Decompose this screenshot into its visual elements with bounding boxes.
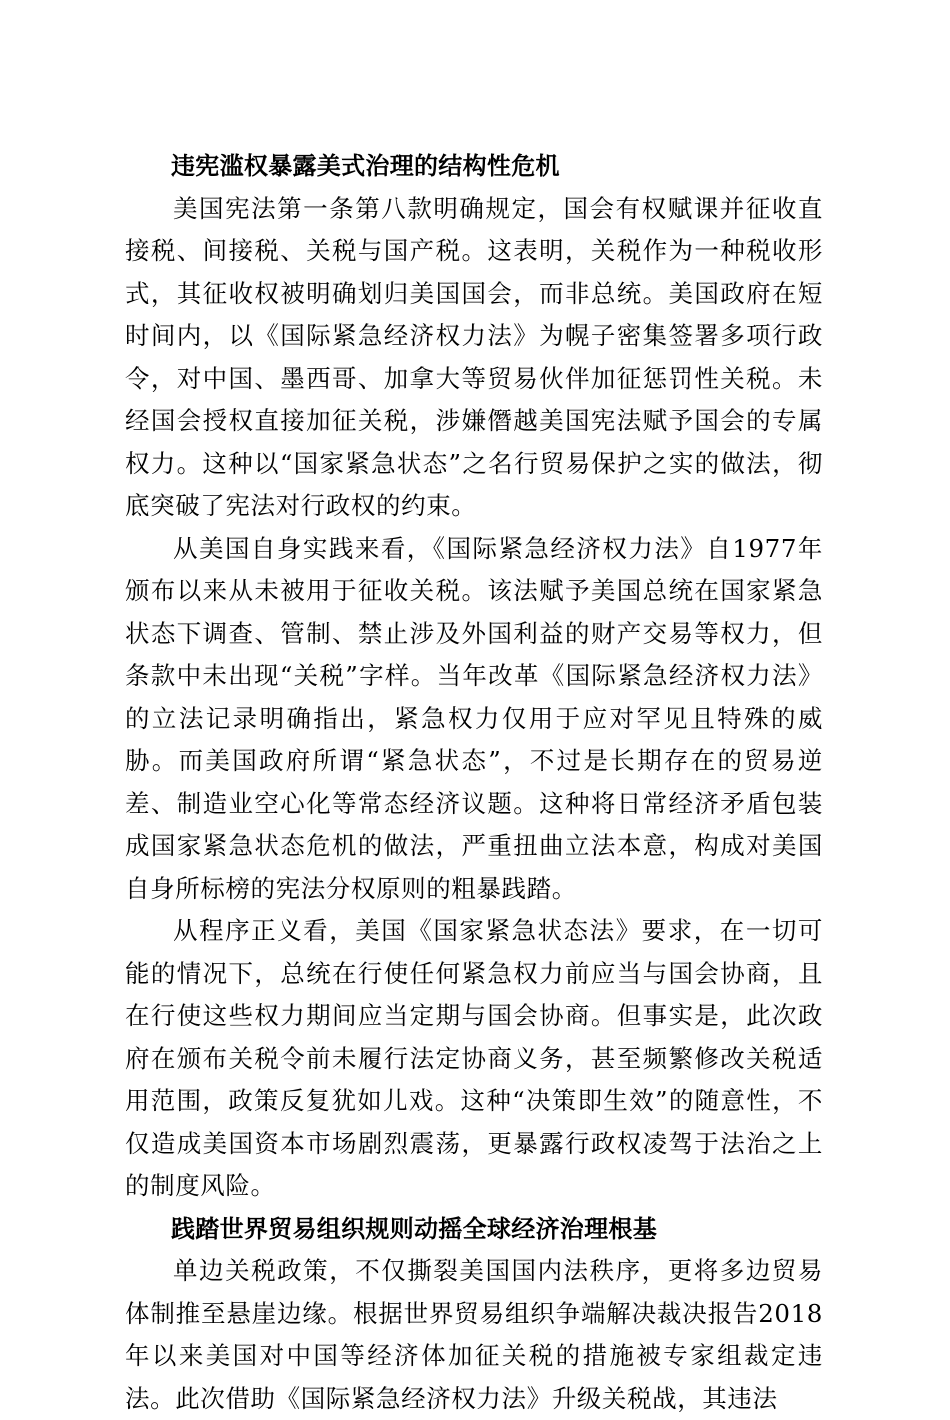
paragraph-1-2: 从美国自身实践来看，《国际紧急经济权力法》自1977年颁布以来从未被用于征收关税。该法赋予美国总统在国家紧急状态下调查、管制、禁止涉及外国利益的财产交易等权力，但条款中未出现“关税”字样。当年改革《国际紧急经济权力法》的立法记录明确指出，紧急权力仅用于应对罕见且特殊的威胁。而美国政府所谓“紧急状态”，不过是长期存在的贸易逆差、制造业空心化等常态经济议题。这种将日常经济矛盾包装成国家紧急状态危机的做法，严重扭曲立法本意，构成对美国自身所标榜的宪法分权原则的粗暴践踏。 [125, 533, 823, 903]
document-body [125, 145, 823, 1420]
paragraph-1-3: 从程序正义看，美国《国家紧急状态法》要求，在一切可能的情况下，总统在行使任何紧急权力前应当与国会协商，且在行使这些权力期间应当定期与国会协商。但事实是，此次政府在颁布关税令前未履行法定协商义务，甚至频繁修改关税适用范围，政策反复犹如儿戏。这种“决策即生效”的随意性，不仅造成美国资本市场剧烈震荡，更暴露行政权凌驾于法治之上的制度风险。 [125, 916, 823, 1200]
section-heading-2: 践踏世界贸易组织规则动摇全球经济治理根基 [171, 1214, 657, 1243]
paragraph-1-1: 美国宪法第一条第八款明确规定，国会有权赋课并征收直接税、间接税、关税与国产税。这表明，关税作为一种税收形式，其征收权被明确划归美国国会，而非总统。美国政府在短时间内，以《国际紧急经济权力法》为幌子密集签署多项行政令，对中国、墨西哥、加拿大等贸易伙伴加征惩罚性关税。未经国会授权直接加征关税，涉嫌僭越美国宪法赋予国会的专属权力。这种以“国家紧急状态”之名行贸易保护之实的做法，彻底突破了宪法对行政权的约束。 [125, 193, 823, 520]
section-heading-1: 违宪滥权暴露美式治理的结构性危机 [171, 152, 560, 180]
paragraph-2-1: 单边关税政策，不仅撕裂美国国内法秩序，更将多边贸易体制推至悬崖边缘。根据世界贸易组织争端解决裁决报告2018年以来美国对中国等经济体加征关税的措施被专家组裁定违法。此次借助《国际紧急经济权力法》升级关税战，其违法 [125, 1256, 823, 1413]
